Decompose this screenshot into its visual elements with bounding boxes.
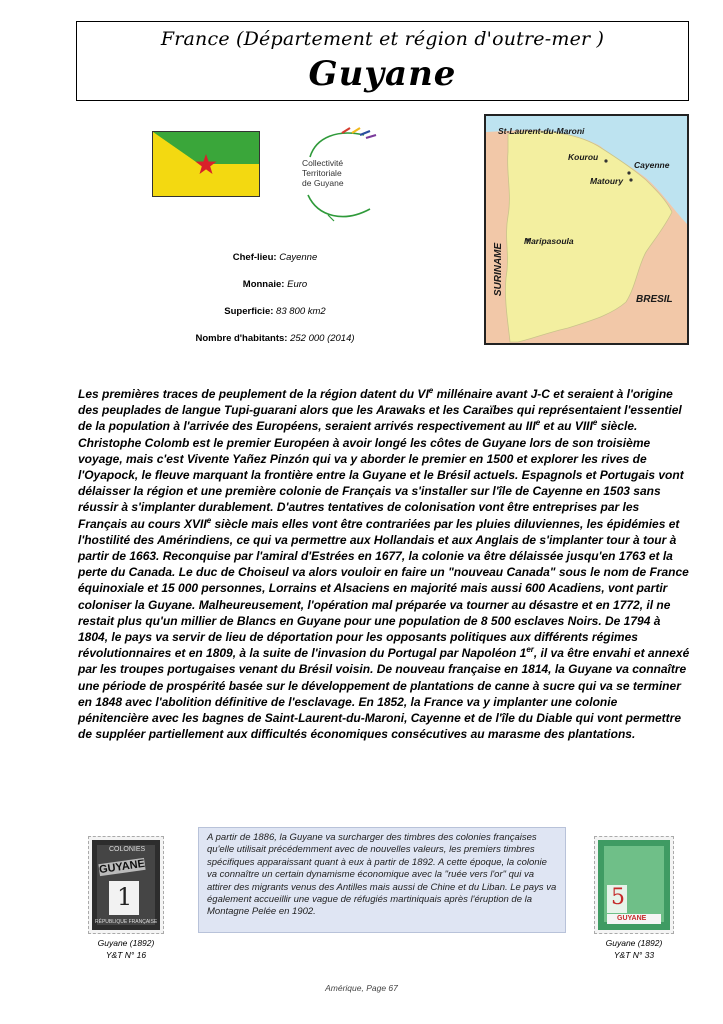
currency-value: Euro bbox=[287, 279, 308, 290]
capital-label: Chef-lieu: bbox=[232, 252, 277, 263]
map-label-kourou: Kourou bbox=[568, 152, 599, 162]
population-label: Nombre d'habitants: bbox=[195, 333, 288, 344]
map-label-st-laurent: St-Laurent-du-Maroni bbox=[498, 126, 585, 136]
header-subtitle: France (Département et région d'outre-mer ) bbox=[160, 28, 605, 50]
note-text: A partir de 1886, la Guyane va surcharger des timbres des colonies françaises qu'elle utilisait précédemment avec de nouvelles valeurs, les premiers timbres spécifiques apparaissant quant à eux à partir de 1892. A cette époque, la colonie va connaître un certain dynamisme économique avec la "ruée vers l'or" qui va attirer des migrants venus des Antilles mais aussi de Chine et du Liban. Le pays va également accueillir une vague de réfugiés martiniquais après l'éruption de la Montagne Pelée en 1902. bbox=[207, 832, 557, 918]
map-label-suriname: SURINAME bbox=[493, 242, 505, 297]
logo-line-3: de Guyane bbox=[302, 178, 344, 188]
stamp-right-value: 5 bbox=[611, 885, 625, 910]
info-population bbox=[150, 333, 400, 344]
map-label-maripasoula: Maripasoula bbox=[524, 236, 574, 246]
map-dot-matoury bbox=[629, 178, 632, 181]
population-value: 252 000 (2014) bbox=[290, 333, 355, 344]
area-label: Superficie: bbox=[224, 306, 274, 317]
capital-value: Cayenne bbox=[279, 252, 318, 263]
info-capital bbox=[150, 252, 400, 263]
stamp-left-top-text: COLONIES bbox=[109, 846, 146, 853]
map-label-bresil: BRESIL bbox=[636, 294, 673, 305]
page-title: Guyane bbox=[308, 54, 457, 94]
currency-label: Monnaie: bbox=[242, 279, 285, 290]
logo-line-1: Collectivité bbox=[302, 158, 344, 168]
area-value: 83 800 km2 bbox=[276, 306, 326, 317]
map-label-cayenne: Cayenne bbox=[634, 160, 670, 170]
stamp-history-note bbox=[198, 827, 566, 933]
map-dot-cayenne bbox=[627, 171, 630, 174]
stamp-left-bottom-text: RÉPUBLIQUE FRANÇAISE bbox=[95, 919, 158, 925]
flag-image bbox=[152, 131, 260, 197]
stamp-right bbox=[594, 836, 674, 934]
guyane-map bbox=[484, 114, 689, 345]
collectivite-logo bbox=[298, 125, 390, 225]
map-dot-kourou bbox=[604, 159, 607, 162]
logo-line-2: Territoriale bbox=[302, 168, 342, 178]
map-label-matoury: Matoury bbox=[590, 176, 624, 186]
stamp-left-overprint: GUYANE bbox=[98, 857, 146, 877]
page-footer: Amérique, Page 67 bbox=[325, 983, 398, 993]
page-header bbox=[76, 21, 689, 101]
info-area bbox=[150, 306, 400, 317]
stamp-left-value: 1 bbox=[117, 883, 133, 911]
stamp-right-name: GUYANE bbox=[617, 915, 647, 922]
info-currency bbox=[150, 279, 400, 290]
stamp-left-caption: Guyane (1892) Y&T N° 16 bbox=[97, 938, 155, 960]
stamp-left bbox=[88, 836, 164, 934]
history-paragraph: Les premières traces de peuplement de la région datent du VIe millénaire avant J-C et seraient à l'origine des peuplades de langue Tupi-guarani alors que les Arawaks et les Caraïbes qui représentaient l'essentiel de la population à l'arrivée des Européens, seraient arrivés respectivement au IIIe et au VIIIe siècle. Christophe Colomb est le premier Européen à avoir longé les côtes de Guyane lors de son troisième voyage, mais c'est Vivente Yañez Pinzón qui va y aborder le premier en 1500 et explorer les rives de l'Oyapock, le fleuve marquant la frontière entre la Guyane et le Brésil actuels. Espagnols et Portugais vont délaisser la région et une première colonie de Français va s'installer sur l'île de Cayenne en 1503 sans réussir à s'implanter durablement. D'autres tentatives de colonisation vont être entreprises par les Français au cours XVIIe siècle mais elles vont être contrariées par les pluies diluviennes, les épidémies et l'hostilité des Amérindiens, ce qui va permettre aux Hollandais et aux Anglais de s'implanter tour à tour à partir de 1663. Reconquise par l'amiral d'Estrées en 1677, la colonie va être délaissée jusqu'en 1763 et la perte du Canada. Le duc de Choiseul va alors vouloir en faire un "nouveau Canada" sous le nom de France équinoxiale et 15 000 personnes, Lorrains et Alsaciens en majorité mais aussi 600 Acadiens, vont partir coloniser la Guyane. Malheureusement, l'opération mal préparée va tourner au désastre et en 1772, il ne restait plus qu'un millier de Blancs en Guyane pour une population de 8 500 esclaves Noirs. De 1794 à 1804, le pays va servir de lieu de déportation pour les opposants politiques aux différents régimes révolutionnaires et en 1809, à la suite de l'invasion du Portugal par Napoléon 1er, il va être envahi et annexé par les troupes portugaises venant du Brésil voisin. De nouveau française en 1814, la Guyane va connaître une période de prospérité basée sur le développement de plantations de canne à sucre qui va se terminer en 1848 avec l'abolition définitive de l'esclavage. En 1852, la France va y implanter une colonie pénitencière avec les bagnes de Saint-Laurent-du-Maroni, Cayenne et de l'île du Diable qui vont permettre de suppléer partiellement aux difficultés économiques consécutives au marasme des plantations. bbox=[78, 386, 690, 742]
stamp-right-caption: Guyane (1892) Y&T N° 33 bbox=[605, 938, 663, 960]
